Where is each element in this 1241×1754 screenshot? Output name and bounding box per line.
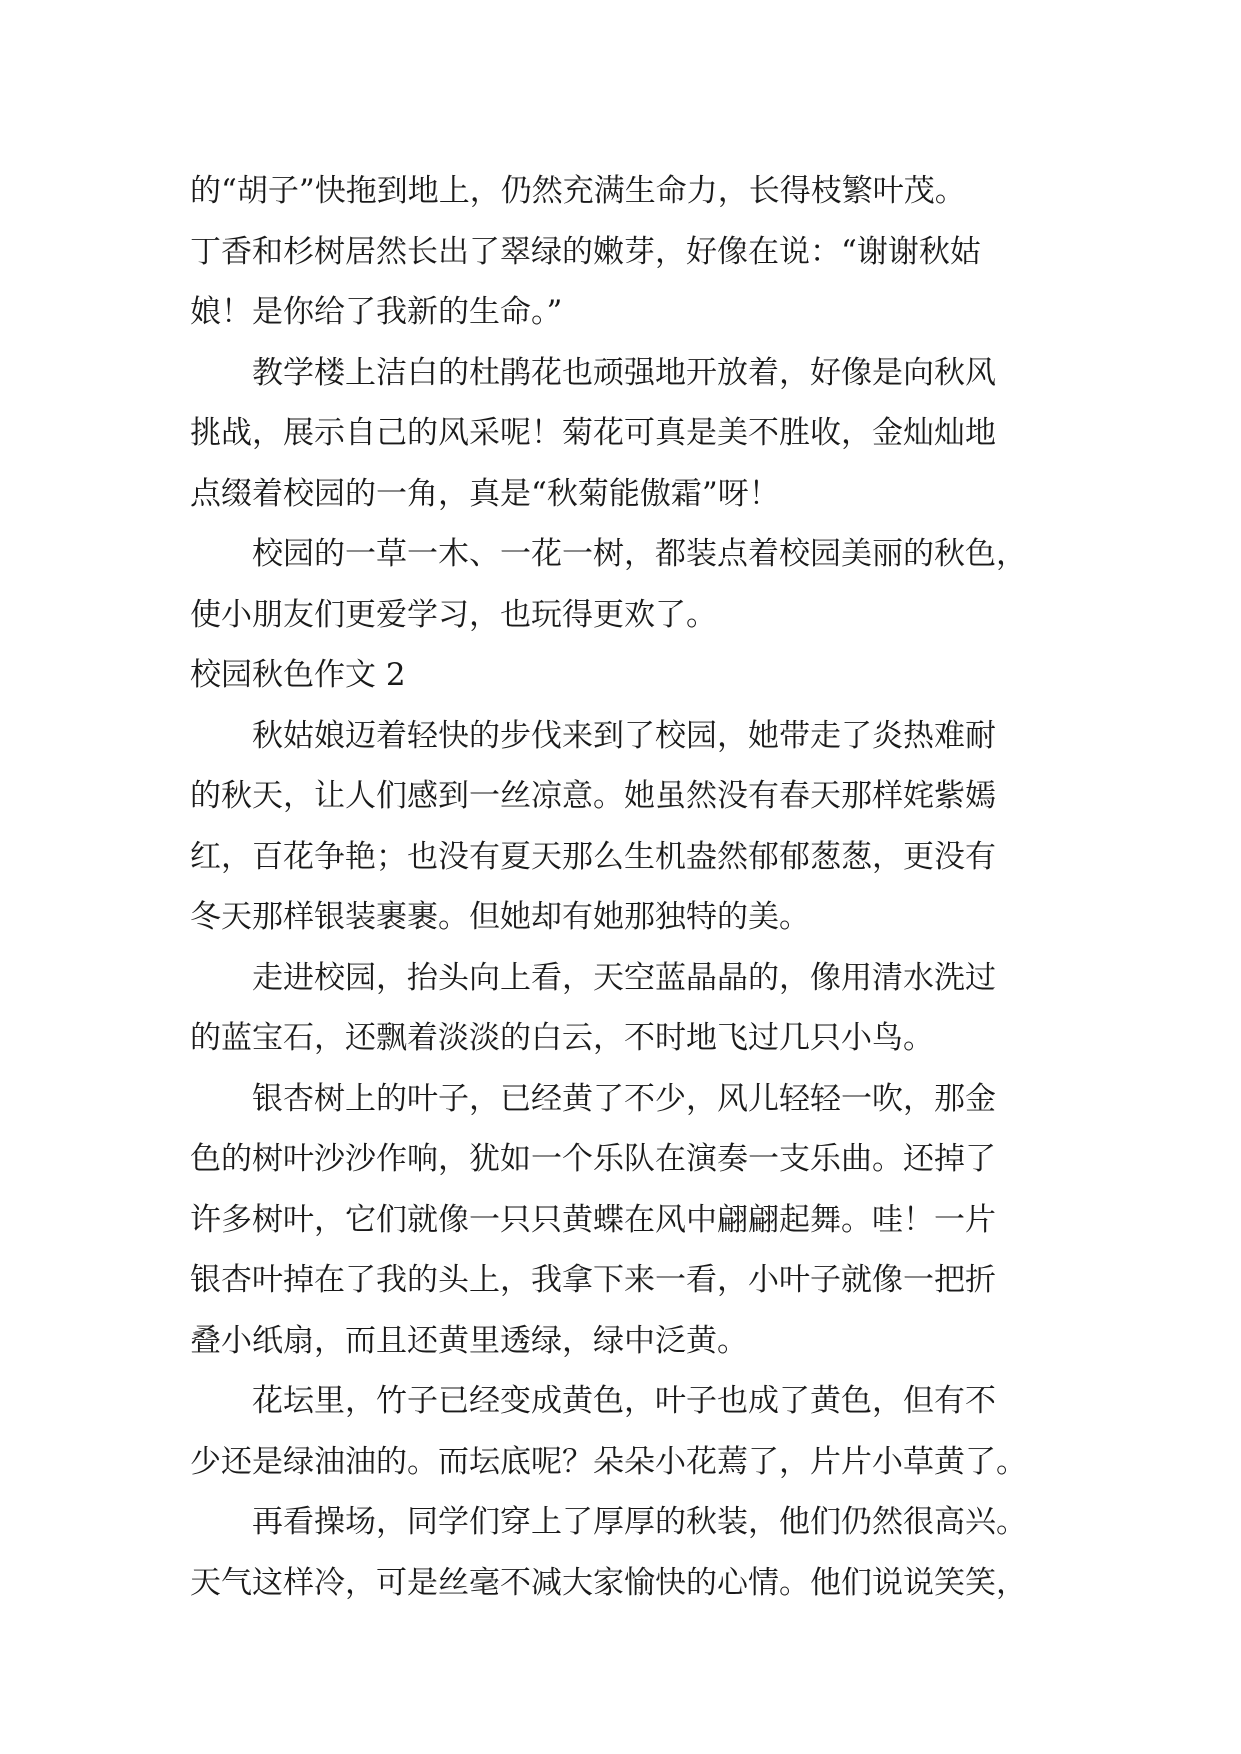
paragraph-first-line: 银杏树上的叶子，已经黄了不少，风儿轻轻一吹，那金 — [252, 1080, 996, 1117]
text-line: 许多树叶，它们就像一只只黄蝶在风中翩翩起舞。哇！一片 — [190, 1201, 996, 1238]
text-line: 使小朋友们更爱学习，也玩得更欢了。 — [190, 596, 717, 633]
text-line: 点缀着校园的一角，真是“秋菊能傲霜”呀！ — [190, 475, 780, 512]
text-line: 的蓝宝石，还飘着淡淡的白云，不时地飞过几只小鸟。 — [190, 1020, 934, 1056]
text-line: 的“胡子”快拖到地上，仍然充满生命力，长得枝繁叶茂。 — [190, 173, 966, 209]
text-line: 少还是绿油油的。而坛底呢？朵朵小花蔫了，片片小草黄了。 — [190, 1443, 1027, 1480]
paragraph-first-line: 花坛里，竹子已经变成黄色，叶子也成了黄色，但有不 — [252, 1383, 996, 1419]
section-heading: 校园秋色作文 2 — [190, 657, 406, 693]
paragraph-first-line: 再看操场，同学们穿上了厚厚的秋装，他们仍然很高兴。 — [252, 1504, 1027, 1540]
text-line: 娘！是你给了我新的生命。” — [190, 294, 563, 330]
text-line: 冬天那样银装裹裹。但她却有她那独特的美。 — [190, 899, 810, 935]
text-line: 红，百花争艳；也没有夏天那么生机盎然郁郁葱葱，更没有 — [190, 838, 996, 875]
text-line: 银杏叶掉在了我的头上，我拿下来一看，小叶子就像一把折 — [190, 1262, 996, 1298]
text-line: 丁香和杉树居然长出了翠绿的嫩芽，好像在说：“谢谢秋姑 — [190, 233, 981, 270]
text-line: 色的树叶沙沙作响，犹如一个乐队在演奏一支乐曲。还掉了 — [190, 1141, 996, 1177]
essay-text — [190, 161, 1060, 1613]
text-line: 的秋天，让人们感到一丝凉意。她虽然没有春天那样姹紫嫣 — [190, 778, 996, 814]
text-line: 天气这样冷，可是丝毫不减大家愉快的心情。他们说说笑笑， — [190, 1564, 1027, 1601]
text-line: 叠小纸扇，而且还黄里透绿，绿中泛黄。 — [190, 1322, 748, 1359]
paragraph-first-line: 秋姑娘迈着轻快的步伐来到了校园，她带走了炎热难耐 — [252, 717, 996, 754]
text-line: 挑战，展示自己的风采呢！菊花可真是美不胜收，金灿灿地 — [190, 415, 996, 451]
paragraph-first-line: 走进校园，抬头向上看，天空蓝晶晶的，像用清水洗过 — [252, 959, 996, 996]
paragraph-first-line: 校园的一草一木、一花一树，都装点着校园美丽的秋色， — [252, 536, 1027, 572]
paragraph-first-line: 教学楼上洁白的杜鹃花也顽强地开放着，好像是向秋风 — [252, 354, 996, 391]
